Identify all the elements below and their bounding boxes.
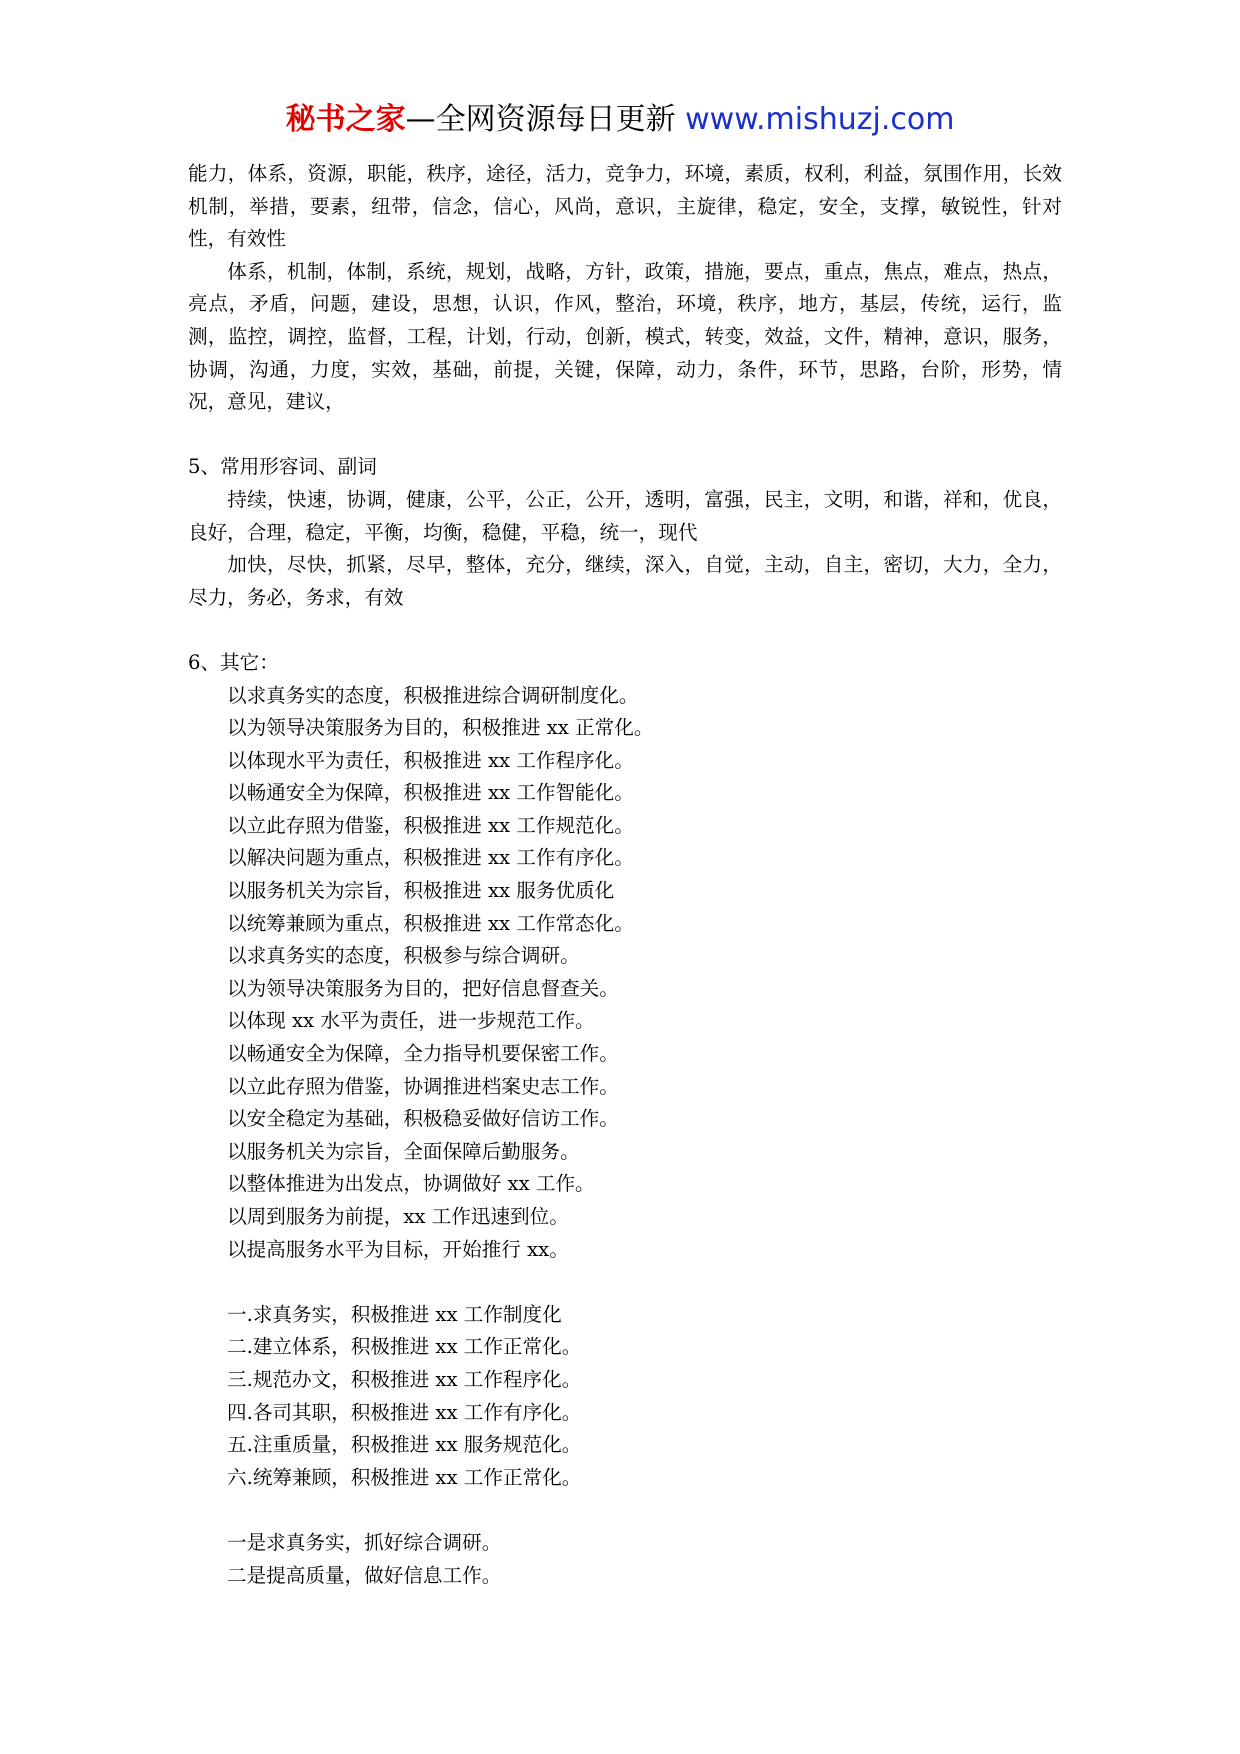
other-line: 以提高服务水平为目标，开始推行 xx。 — [227, 1237, 569, 1261]
other-line: 以立此存照为借鉴，积极推进 xx 工作规范化。 — [227, 813, 634, 837]
other-line: 以求真务实的态度，积极推进综合调研制度化。 — [227, 683, 639, 707]
spacer — [188, 1266, 1062, 1299]
other-line: 以服务机关为宗旨，积极推进 xx 服务优质化 — [227, 879, 615, 903]
other-line: 以周到服务为前提，xx 工作迅速到位。 — [227, 1205, 569, 1228]
other-line: 以服务机关为宗旨，全面保障后勤服务。 — [227, 1139, 580, 1163]
numbered-line: 六.统筹兼顾，积极推进 xx 工作正常化。 — [227, 1465, 582, 1489]
other-line: 以整体推进为出发点，协调做好 xx 工作。 — [227, 1172, 595, 1196]
intro-paragraph: 能力，体系，资源，职能，秩序，途径，活力，竞争力，环境，素质，权利，利益，氛围作用，长效机制，举措，要素，纽带，信念，信心，风尚，意识，主旋律，稳定，安全，支撑，敏锐性，针对性，有效性 — [188, 162, 1062, 251]
header-slogan: —全网资源每日更新 — [405, 102, 676, 137]
other-line: 以畅通安全为保障，积极推进 xx 工作智能化。 — [227, 781, 634, 805]
other-line: 以安全稳定为基础，积极稳妥做好信访工作。 — [227, 1107, 619, 1131]
other-line: 以为领导决策服务为目的，把好信息督查关。 — [227, 976, 619, 1000]
other-line: 以立此存照为借鉴，协调推进档案史志工作。 — [227, 1074, 619, 1098]
other-line: 以体现 xx 水平为责任，进一步规范工作。 — [227, 1009, 595, 1033]
section-5-heading: 5、常用形容词、副词 — [188, 455, 377, 479]
spacer — [188, 1494, 1062, 1527]
final-line: 一是求真务实，抓好综合调研。 — [227, 1530, 502, 1554]
spacer — [188, 614, 1062, 647]
numbered-line: 五.注重质量，积极推进 xx 服务规范化。 — [227, 1433, 582, 1457]
other-line: 以为领导决策服务为目的，积极推进 xx 正常化。 — [227, 716, 654, 740]
other-line: 以解决问题为重点，积极推进 xx 工作有序化。 — [227, 846, 634, 870]
site-url-link[interactable]: www.mishuzj.com — [685, 102, 955, 137]
site-header — [0, 100, 1240, 140]
numbered-line: 四.各司其职，积极推进 xx 工作有序化。 — [227, 1400, 582, 1424]
final-line: 二是提高质量，做好信息工作。 — [227, 1563, 502, 1587]
adjectives-paragraph: 持续，快速，协调，健康，公平，公正，公开，透明，富强，民主，文明，和谐，祥和，优良，良好，合理，稳定，平衡，均衡，稳健，平稳，统一，现代 — [188, 487, 1062, 544]
brand-name: 秘书之家 — [285, 102, 406, 137]
other-line: 以体现水平为责任，积极推进 xx 工作程序化。 — [227, 748, 634, 772]
numbered-line: 一.求真务实，积极推进 xx 工作制度化 — [227, 1302, 562, 1326]
numbered-line: 二.建立体系，积极推进 xx 工作正常化。 — [227, 1335, 582, 1359]
other-line: 以统筹兼顾为重点，积极推进 xx 工作常态化。 — [227, 911, 634, 935]
nouns-paragraph: 体系，机制，体制，系统，规划，战略，方针，政策，措施，要点，重点，焦点，难点，热点，亮点，矛盾，问题，建设，思想，认识，作风，整治，环境，秩序，地方，基层，传统，运行，监测，监控，调控，监督，工程，计划，行动，创新，模式，转变，效益，文件，精神，意识，服务，协调，沟通，力度，实效，基础，前提，关键，保障，动力，条件，环节，思路，台阶，形势，情况，意见，建议， — [188, 259, 1062, 414]
other-line: 以畅通安全为保障，全力指导机要保密工作。 — [227, 1042, 619, 1066]
document-body — [188, 158, 1062, 1592]
other-line: 以求真务实的态度，积极参与综合调研。 — [227, 944, 580, 968]
section-6-heading: 6、其它： — [188, 650, 279, 674]
spacer — [188, 419, 1062, 452]
numbered-line: 三.规范办文，积极推进 xx 工作程序化。 — [227, 1367, 582, 1391]
adverbs-paragraph: 加快，尽快，抓紧，尽早，整体，充分，继续，深入，自觉，主动，自主，密切，大力，全力，尽力，务必，务求，有效 — [188, 553, 1062, 609]
